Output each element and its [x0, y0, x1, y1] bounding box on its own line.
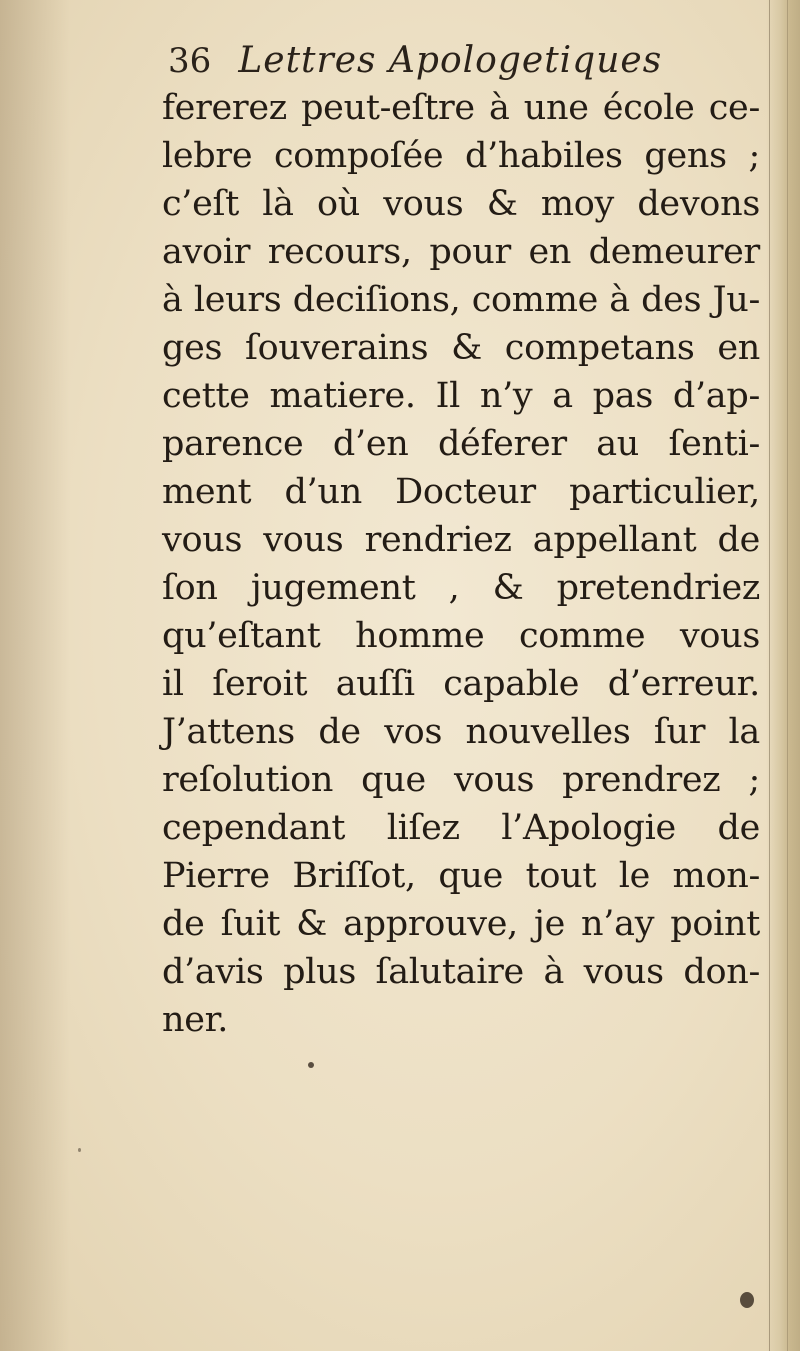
ink-speck	[740, 1292, 754, 1308]
ink-speck	[308, 1062, 314, 1068]
text-line: ner.	[162, 1000, 229, 1040]
text-line: d’avis plus ſalutaire à vous don-	[162, 952, 760, 992]
text-line: reſolution que vous prendrez ;	[162, 760, 760, 800]
text-line: ſon jugement , & pretendriez	[162, 568, 760, 608]
text-line: c’eſt là où vous & moy devons	[162, 184, 760, 224]
ink-speck	[78, 1148, 81, 1152]
text-line: lebre compoſée d’habiles gens ;	[162, 136, 760, 176]
text-line: Pierre Briſſot, que tout le mon-	[162, 856, 760, 896]
text-line: il ſeroit auſſi capable d’erreur.	[162, 664, 760, 704]
text-line: J’attens de vos nouvelles ſur la	[162, 712, 760, 752]
page-number: 36	[168, 41, 212, 81]
text-line: fererez peut-eſtre à une école ce-	[162, 88, 760, 128]
text-line: ment d’un Docteur particulier,	[162, 472, 760, 512]
page-edge-line	[769, 0, 770, 1351]
page-edge-line	[787, 0, 788, 1351]
text-line: avoir recours, pour en demeurer	[162, 232, 760, 272]
body-text	[162, 84, 760, 1044]
text-line: ges ſouverains & competans en	[162, 328, 760, 368]
text-line: cependant liſez l’Apologie de	[162, 808, 760, 848]
text-line: qu’eſtant homme comme vous	[162, 616, 760, 656]
page-edge	[766, 0, 800, 1351]
text-line: à leurs deciſions, comme à des Ju-	[162, 280, 760, 320]
running-title: Lettres Apologetiques	[238, 40, 663, 81]
page-header	[168, 40, 662, 81]
text-line: cette matiere. Il n’y a pas d’ap-	[162, 376, 760, 416]
text-line: de ſuit & approuve, je n’ay point	[162, 904, 760, 944]
text-line: vous vous rendriez appellant de	[162, 520, 760, 560]
text-line: parence d’en déferer au ſenti-	[162, 424, 760, 464]
